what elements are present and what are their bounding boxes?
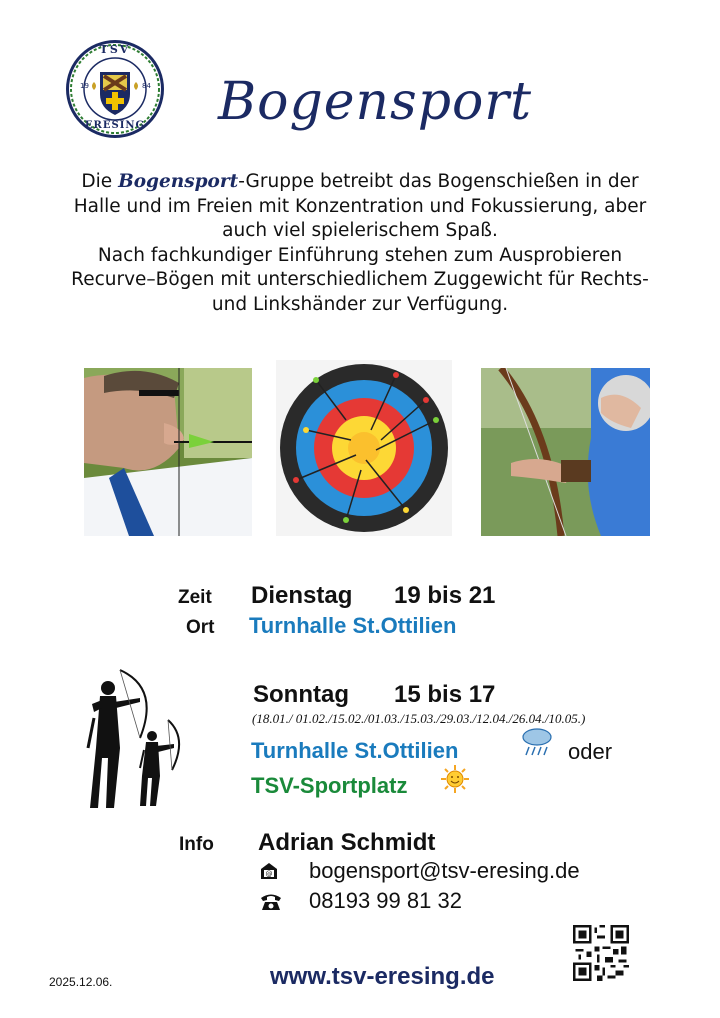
- svg-text:@: @: [265, 870, 273, 878]
- archers-silhouette: [80, 668, 188, 814]
- print-date: 2025.12.06.: [49, 975, 113, 989]
- phone-icon: [259, 892, 283, 912]
- sunday-dates: (18.01./ 01.02./15.02./01.03./15.03./29.03./12.04./26.04./10.05.): [252, 711, 586, 726]
- intro-line-6: und Linkshänder zur Verfügung.: [211, 293, 509, 315]
- logo-year-left: 19: [80, 82, 89, 90]
- photo-target: [276, 360, 452, 536]
- rain-cloud-icon: [521, 725, 553, 757]
- day-sunday: Sonntag: [253, 681, 349, 708]
- logo-year-right: 84: [142, 82, 151, 90]
- photo-archer-drawing: [84, 368, 252, 536]
- intro-line-4: Nach fachkundiger Einführung stehen zum Ausprobieren: [97, 244, 623, 266]
- intro-brand: Bogensport: [118, 171, 239, 192]
- ort-label: Ort: [186, 617, 215, 638]
- place-tuesday: Turnhalle St.Ottilien: [249, 613, 457, 638]
- place-sunday-hall: Turnhalle St.Ottilien: [251, 738, 459, 763]
- contact-email[interactable]: bogensport@tsv-eresing.de: [309, 858, 580, 883]
- zeit-label: Zeit: [178, 587, 212, 608]
- website-link[interactable]: www.tsv-eresing.de: [270, 963, 495, 990]
- logo-bottom-text: ERESING: [84, 120, 146, 131]
- intro-line-1: Die Bogensport-Gruppe betreibt das Bogenschießen in der: [81, 171, 639, 192]
- intro-line-3: auch viel spielerischem Spaß.: [222, 220, 498, 241]
- place-sunday-field: TSV-Sportplatz: [251, 773, 408, 798]
- info-label: Info: [179, 834, 214, 855]
- sun-icon: [440, 764, 470, 794]
- contact-name: Adrian Schmidt: [258, 829, 436, 856]
- intro-line-2: Halle und im Freien mit Konzentration und Fokussierung, aber: [73, 195, 647, 217]
- page-title: Bogensport: [217, 72, 533, 132]
- time-sunday: 15 bis 17: [394, 681, 496, 708]
- oder-text: oder: [568, 739, 613, 764]
- logo-top-text: TSV: [99, 43, 131, 56]
- contact-phone[interactable]: 08193 99 81 32: [309, 888, 462, 913]
- time-tuesday: 19 bis 21: [394, 582, 496, 609]
- photo-archer-bow: [481, 368, 650, 536]
- day-tuesday: Dienstag: [251, 582, 353, 609]
- email-icon: [259, 861, 279, 881]
- qr-code: [573, 925, 629, 981]
- intro-line-5: Recurve–Bögen mit unterschiedlichem Zuggewicht für Rechts-: [71, 269, 649, 290]
- intro-text: [40, 170, 680, 317]
